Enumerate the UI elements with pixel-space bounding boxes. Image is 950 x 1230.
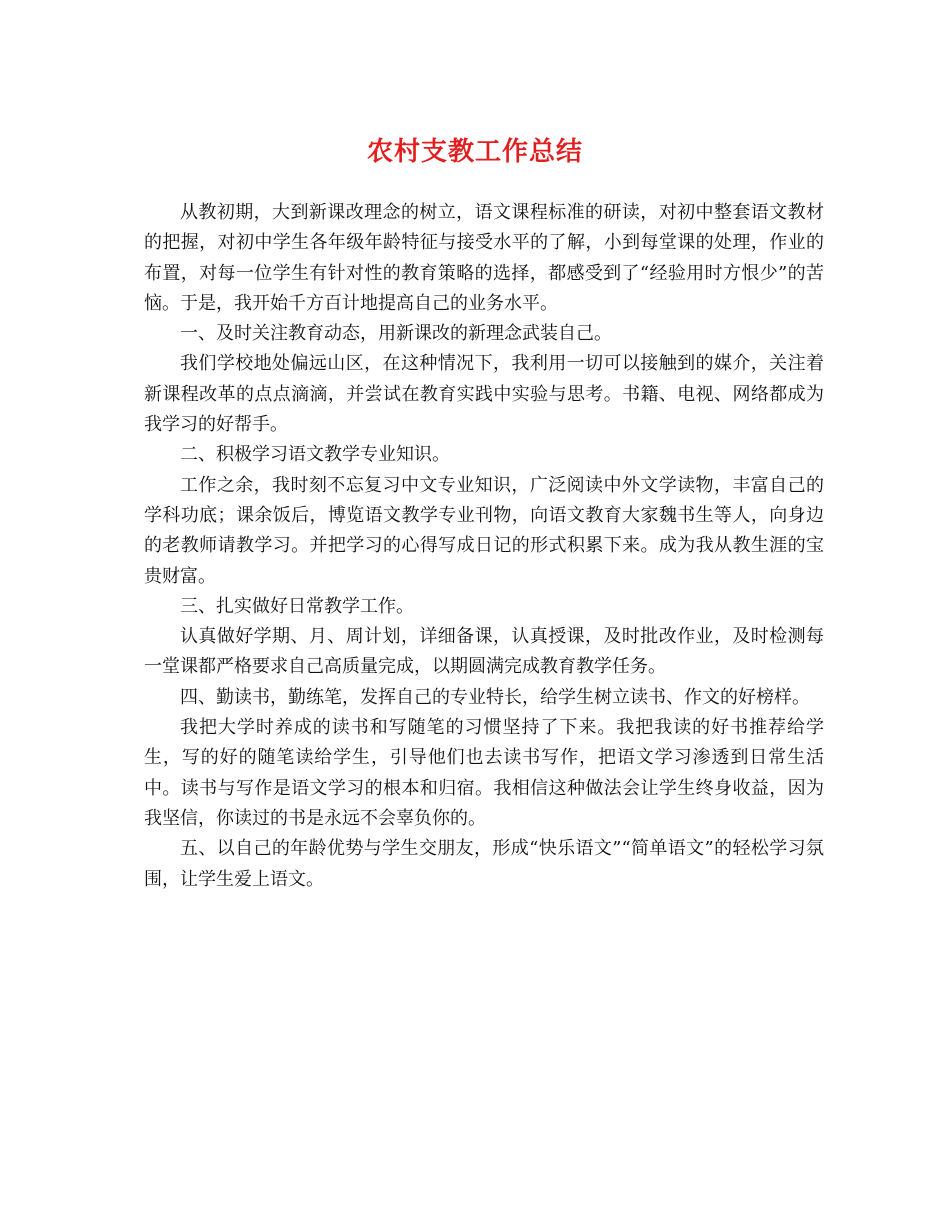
section-heading-3: 三、扎实做好日常教学工作。 xyxy=(180,595,414,617)
section-heading-4: 四、勤读书，勤练笔，发挥自己的专业特长，给学生树立读书、作文的好榜样。 xyxy=(180,686,810,708)
paragraph-section-4: 我把大学时养成的读书和写随笔的习惯坚持了下来。我把我读的好书推荐给学生，写的好的随笔读给学生，引导他们也去读书写作，把语文学习渗透到日常生活中。读书与写作是语文学习的根本和归宿。我相信这种做法会让学生终身收益，因为我坚信，你读过的书是永远不会辜负你的。 xyxy=(144,717,824,829)
document-body xyxy=(144,198,824,895)
section-heading-2: 二、积极学习语文教学专业知识。 xyxy=(180,444,450,466)
paragraph-intro: 从教初期，大到新课改理念的树立，语文课程标准的研读，对初中整套语文教材的把握，对初中学生各年级年龄特征与接受水平的了解，小到每堂课的处理，作业的布置，对每一位学生有针对性的教育策略的选择，都感受到了“经验用时方恨少”的苦恼。于是，我开始千方百计地提高自己的业务水平。 xyxy=(144,202,824,314)
paragraph-section-1: 我们学校地处偏远山区，在这种情况下，我利用一切可以接触到的媒介，关注着新课程改革的点点滴滴，并尝试在教育实践中实验与思考。书籍、电视、网络都成为我学习的好帮手。 xyxy=(144,353,824,436)
section-heading-5: 五、以自己的年龄优势与学生交朋友，形成“快乐语文”“简单语文”的轻松学习氛围，让学生爱上语文。 xyxy=(144,838,824,890)
document-title: 农村支教工作总结 xyxy=(366,137,583,167)
paragraph-section-2: 工作之余，我时刻不忘复习中文专业知识，广泛阅读中外文学读物，丰富自己的学科功底；课余饭后，博览语文教学专业刊物，向语文教育大家魏书生等人，向身边的老教师请教学习。并把学习的心得写成日记的形式积累下来。成为我从教生涯的宝贵财富。 xyxy=(144,474,824,587)
section-heading-1: 一、及时关注教育动态，用新课改的新理念武装自己。 xyxy=(180,323,612,345)
paragraph-section-3: 认真做好学期、月、周计划，详细备课，认真授课，及时批改作业，及时检测每一堂课都严格要求自己高质量完成，以期圆满完成教育教学任务。 xyxy=(144,626,824,678)
